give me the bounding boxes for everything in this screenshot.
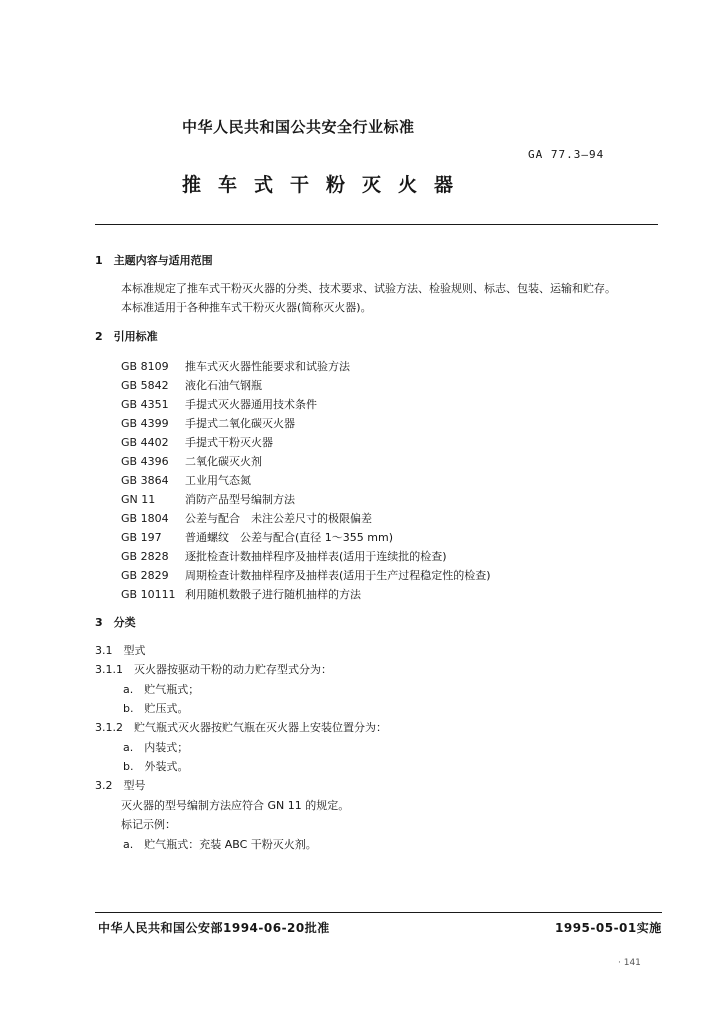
reference-item	[121, 529, 393, 545]
footer-divider	[95, 912, 662, 913]
reference-code: GB 2828	[121, 550, 169, 563]
section-3-heading: 3 分类	[95, 616, 136, 629]
reference-item	[121, 377, 262, 393]
reference-code: GB 3864	[121, 474, 169, 487]
clause-3-2: 3.2 型号	[95, 779, 146, 792]
document-title: 推车式干粉灭火器	[182, 174, 471, 196]
reference-code: GN 11	[121, 493, 156, 506]
reference-code: GB 10111	[121, 588, 176, 601]
standard-code: GA 77.3—94	[528, 148, 605, 161]
section-2-heading: 2 引用标准	[95, 330, 158, 343]
standard-org-title: 中华人民共和国公共安全行业标准	[182, 118, 415, 136]
reference-title: 逐批检查计数抽样程序及抽样表(适用于连续批的检查)	[185, 550, 447, 563]
reference-title: 普通螺纹 公差与配合(直径 1～355 mm)	[185, 531, 393, 544]
reference-item	[121, 396, 317, 412]
reference-item	[121, 548, 447, 564]
clause-3-2-example-label: 标记示例：	[121, 818, 176, 831]
clause-3-1: 3.1 型式	[95, 644, 146, 657]
clause-3-2-example-a: a. 贮气瓶式：充装 ABC 干粉灭火剂。	[123, 838, 317, 851]
implementation-date: 1995-05-01实施	[555, 921, 662, 935]
reference-title: 公差与配合 未注公差尺寸的极限偏差	[185, 512, 372, 525]
reference-item	[121, 510, 372, 526]
section-1-line: 本标准规定了推车式干粉灭火器的分类、技术要求、试验方法、检验规则、标志、包装、运输和贮存。	[121, 282, 616, 295]
reference-code: GB 4399	[121, 417, 169, 430]
reference-code: GB 4402	[121, 436, 169, 449]
reference-item	[121, 586, 361, 602]
reference-title: 利用随机数骰子进行随机抽样的方法	[185, 588, 361, 601]
reference-title: 周期检查计数抽样程序及抽样表(适用于生产过程稳定性的检查)	[185, 569, 491, 582]
clause-3-1-1: 3.1.1 灭火器按驱动干粉的动力贮存型式分为：	[95, 663, 332, 676]
reference-code: GB 8109	[121, 360, 169, 373]
reference-code: GB 1804	[121, 512, 169, 525]
section-1-heading: 1 主题内容与适用范围	[95, 254, 213, 267]
page-number: · 141	[618, 958, 641, 968]
reference-code: GB 4396	[121, 455, 169, 468]
reference-item	[121, 491, 295, 507]
reference-title: 工业用气态氮	[185, 474, 251, 487]
reference-title: 手提式二氧化碳灭火器	[185, 417, 295, 430]
clause-3-1-1-b: b. 贮压式。	[123, 702, 189, 715]
reference-item	[121, 472, 251, 488]
approval-note: 中华人民共和国公安部1994-06-20批准	[98, 921, 330, 935]
reference-title: 推车式灭火器性能要求和试验方法	[185, 360, 350, 373]
reference-item	[121, 415, 295, 431]
reference-code: GB 2829	[121, 569, 169, 582]
clause-3-1-2-a: a. 内装式；	[123, 741, 189, 754]
section-1-line: 本标准适用于各种推车式干粉灭火器(简称灭火器)。	[121, 301, 372, 314]
reference-item	[121, 434, 273, 450]
reference-code: GB 5842	[121, 379, 169, 392]
reference-item	[121, 358, 350, 374]
reference-code: GB 4351	[121, 398, 169, 411]
reference-title: 手提式灭火器通用技术条件	[185, 398, 317, 411]
reference-title: 消防产品型号编制方法	[185, 493, 295, 506]
reference-title: 手提式干粉灭火器	[185, 436, 273, 449]
reference-title: 液化石油气钢瓶	[185, 379, 262, 392]
reference-code: GB 197	[121, 531, 162, 544]
reference-title: 二氧化碳灭火剂	[185, 455, 262, 468]
reference-item	[121, 453, 262, 469]
clause-3-2-text: 灭火器的型号编制方法应符合 GN 11 的规定。	[121, 799, 350, 812]
reference-item	[121, 567, 491, 583]
header-divider	[95, 224, 658, 225]
clause-3-1-2: 3.1.2 贮气瓶式灭火器按贮气瓶在灭火器上安装位置分为：	[95, 721, 387, 734]
clause-3-1-2-b: b. 外装式。	[123, 760, 189, 773]
clause-3-1-1-a: a. 贮气瓶式；	[123, 683, 200, 696]
